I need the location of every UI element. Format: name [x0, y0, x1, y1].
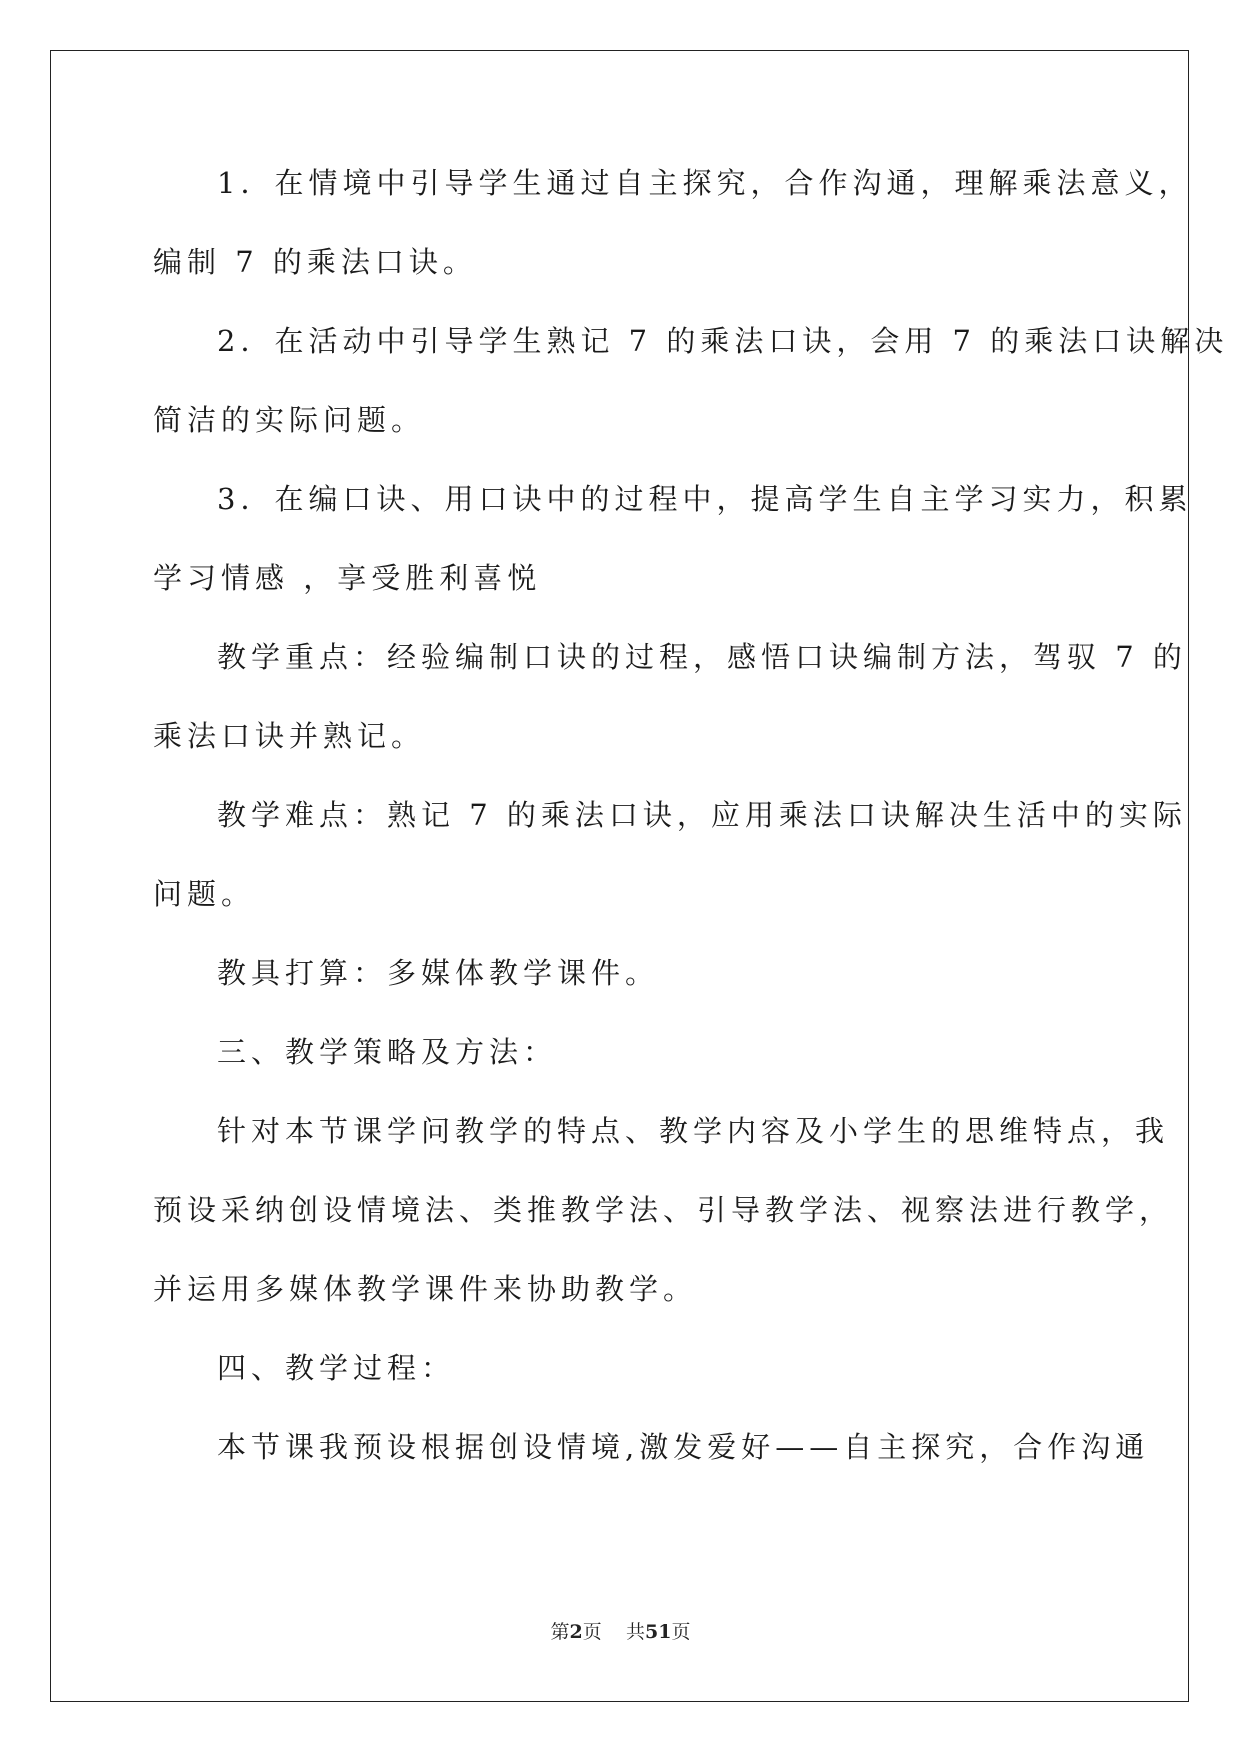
footer-total-unit: 页 — [671, 1621, 691, 1643]
paragraph-line: 教具打算：多媒体教学课件。 — [217, 956, 660, 990]
paragraph-line: 教学难点：熟记 7 的乘法口诀，应用乘法口诀解决生活中的实际 — [217, 798, 1187, 832]
section-heading: 四、教学过程： — [217, 1351, 456, 1385]
paragraph-line: 预设采纳创设情境法、类推教学法、引导教学法、视察法进行教学， — [153, 1193, 1174, 1227]
footer-total-prefix: 共 — [625, 1621, 645, 1643]
paragraph-line: 1．在情境中引导学生通过自主探究，合作沟通，理解乘法意义， — [217, 166, 1193, 200]
paragraph-line: 2．在活动中引导学生熟记 7 的乘法口诀，会用 7 的乘法口诀解决 — [217, 324, 1229, 358]
current-page-number: 2 — [569, 1621, 583, 1643]
total-pages-number: 51 — [644, 1621, 672, 1643]
paragraph-line: 简洁的实际问题。 — [153, 403, 426, 437]
paragraph-line: 问题。 — [153, 877, 256, 911]
paragraph-line: 3．在编口诀、用口诀中的过程中，提高学生自主学习实力，积累 — [217, 482, 1193, 516]
footer-page-unit: 页 — [582, 1621, 602, 1643]
paragraph-line: 本节课我预设根据创设情境,激发爱好——自主探究，合作沟通 — [217, 1430, 1150, 1464]
footer-prefix: 第 — [550, 1621, 570, 1643]
section-heading: 三、教学策略及方法： — [217, 1035, 558, 1069]
paragraph-line: 针对本节课学问教学的特点、教学内容及小学生的思维特点，我 — [217, 1114, 1170, 1148]
paragraph-line: 乘法口诀并熟记。 — [153, 719, 426, 753]
paragraph-line: 学习情感 ，享受胜利喜悦 — [153, 561, 542, 595]
paragraph-line: 并运用多媒体教学课件来协助教学。 — [153, 1272, 698, 1306]
page-footer — [0, 1620, 1241, 1644]
paragraph-line: 编制 7 的乘法口诀。 — [153, 245, 477, 279]
paragraph-line: 教学重点：经验编制口诀的过程，感悟口诀编制方法，驾驭 7 的 — [217, 640, 1187, 674]
